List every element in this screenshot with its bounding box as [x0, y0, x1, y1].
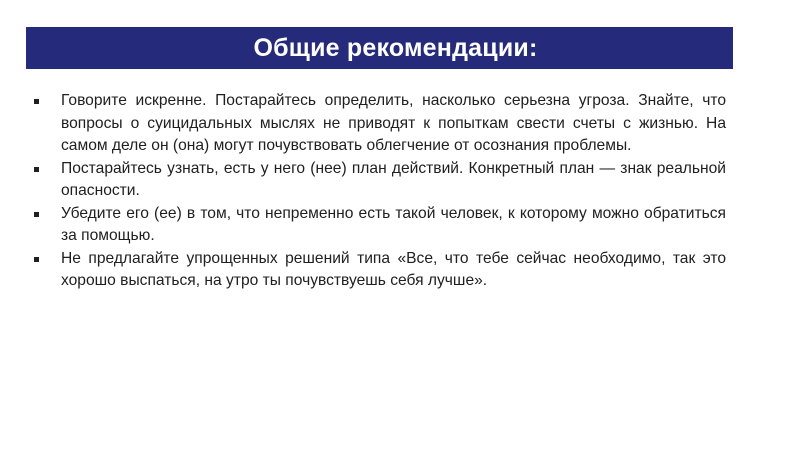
- list-item-text: Говорите искренне. Постарайтесь определить, насколько серьезна угроза. Знайте, что вопросы о суицидальных мыслях не приводят к попыткам свести счеты с жизнью. На самом деле он (она) могут почувствовать облегчение от осознания проблемы.: [61, 92, 726, 154]
- list-item-text: Убедите его (ее) в том, что непременно есть такой человек, к которому можно обратиться за помощью.: [61, 204, 726, 244]
- list-item-text: Постарайтесь узнать, есть у него (нее) план действий. Конкретный план — знак реальной опасности.: [61, 159, 726, 199]
- list-item: [34, 248, 726, 293]
- recommendations-list: [34, 90, 726, 293]
- list-item: [34, 158, 726, 203]
- list-item-text: Не предлагайте упрощенных решений типа «Все, что тебе сейчас необходимо, так это хорошо выспаться, на утро ты почувствуешь себя лучше».: [61, 249, 726, 289]
- square-bullet-icon: [34, 167, 39, 172]
- slide-title: Общие рекомендации:: [253, 33, 538, 62]
- list-item: [34, 203, 726, 248]
- title-bar: [26, 27, 733, 69]
- square-bullet-icon: [34, 99, 39, 104]
- list-item: [34, 90, 726, 158]
- square-bullet-icon: [34, 212, 39, 217]
- square-bullet-icon: [34, 257, 39, 262]
